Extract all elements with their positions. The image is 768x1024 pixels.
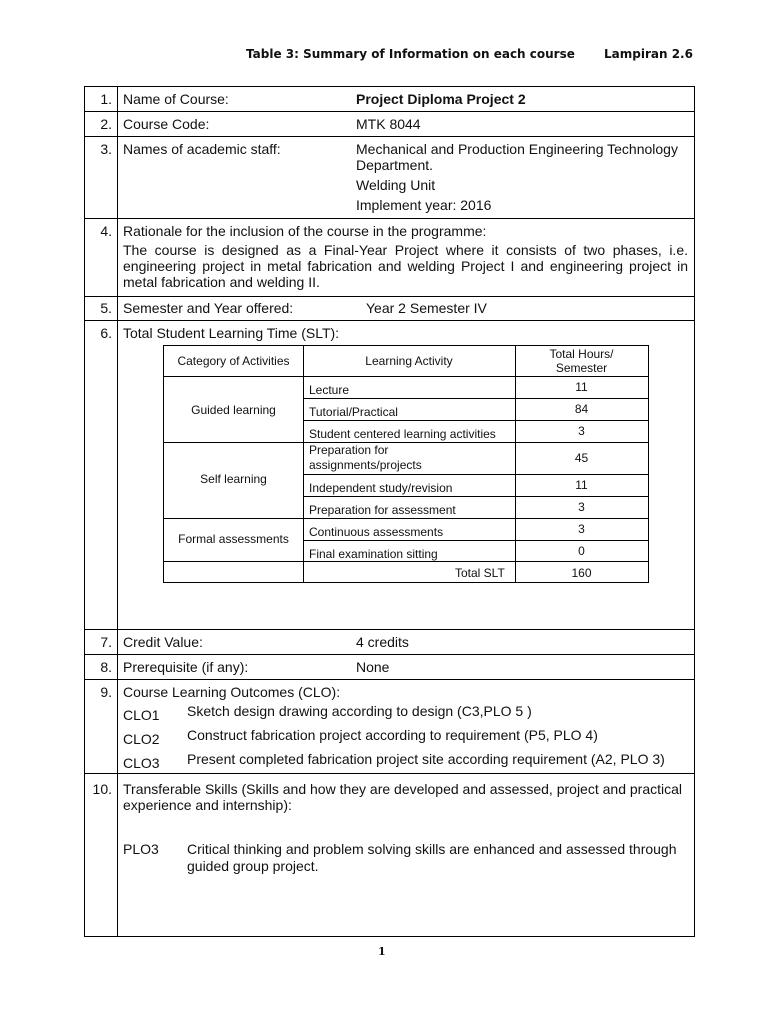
slt-header-hours-unit: Semester	[555, 361, 608, 375]
academic-staff-department: Mechanical and Production Engineering Technology	[356, 141, 678, 157]
prerequisite-value: None	[356, 659, 390, 675]
slt-activity: Independent study/revision	[309, 481, 453, 495]
row-number: 7.	[100, 634, 112, 650]
row-number: 8.	[100, 659, 112, 675]
slt-label: Total Student Learning Time (SLT):	[123, 325, 340, 341]
slt-table	[163, 345, 649, 583]
clo-code: CLO1	[123, 707, 160, 723]
slt-hours: 0	[578, 544, 585, 558]
prerequisite-label: Prerequisite (if any):	[123, 659, 249, 675]
table-title: Table 3: Summary of Information on each course	[246, 47, 575, 61]
academic-staff-label: Names of academic staff:	[123, 141, 281, 157]
course-name-value: Project Diploma Project 2	[356, 91, 526, 107]
academic-staff-unit: Welding Unit	[356, 177, 436, 193]
clo-text: Construct fabrication project according to requirement (P5, PLO 4)	[187, 727, 598, 743]
slt-hours: 3	[578, 522, 585, 536]
slt-total-label: Total SLT	[455, 566, 505, 580]
slt-row-divider	[303, 420, 648, 421]
slt-group-guided: Guided learning	[191, 403, 276, 417]
plo-text-cont: guided group project.	[187, 858, 319, 874]
course-code-value: MTK 8044	[356, 116, 421, 132]
transferable-skills-label-cont: experience and internship):	[123, 797, 292, 813]
slt-activity: Final examination sitting	[309, 547, 438, 561]
row-number: 6.	[100, 325, 112, 341]
slt-row-divider	[303, 474, 648, 475]
row-divider	[85, 111, 694, 112]
slt-hours: 3	[578, 500, 585, 514]
clo-code: CLO2	[123, 731, 160, 747]
slt-total-divider	[164, 561, 648, 562]
row-divider	[85, 773, 694, 774]
slt-activity: Preparation for assessment	[309, 503, 456, 517]
course-summary-table	[84, 86, 695, 937]
slt-group-self: Self learning	[200, 472, 267, 486]
credit-value: 4 credits	[356, 634, 409, 650]
credit-value-label: Credit Value:	[123, 634, 203, 650]
slt-activity: Lecture	[309, 383, 350, 397]
row-number: 5.	[100, 300, 112, 316]
slt-group-divider	[164, 442, 648, 443]
semester-label: Semester and Year offered:	[123, 300, 294, 316]
slt-activity-cont: assignments/projects	[309, 458, 422, 472]
row-divider	[85, 654, 694, 655]
row-number: 3.	[100, 141, 112, 157]
number-column-divider	[117, 87, 118, 936]
lampiran-label: Lampiran 2.6	[604, 47, 693, 61]
slt-hours: 3	[578, 424, 585, 438]
row-divider	[85, 296, 694, 297]
row-number: 10.	[92, 781, 112, 797]
clo-label: Course Learning Outcomes (CLO):	[123, 684, 341, 700]
semester-value: Year 2 Semester IV	[366, 300, 487, 316]
clo-text: Sketch design drawing according to design (C3,PLO 5 )	[187, 703, 532, 719]
slt-group-divider	[164, 518, 648, 519]
row-number: 9.	[100, 684, 112, 700]
plo-text: Critical thinking and problem solving skills are enhanced and assessed through	[187, 841, 677, 857]
plo-code: PLO3	[123, 841, 159, 857]
slt-activity: Tutorial/Practical	[309, 405, 398, 419]
slt-hours: 45	[574, 451, 589, 465]
row-divider	[85, 218, 694, 219]
slt-activity: Continuous assessments	[309, 525, 444, 539]
page-number: 1	[378, 945, 386, 958]
row-divider	[85, 629, 694, 630]
row-divider	[85, 679, 694, 680]
slt-col-divider	[303, 346, 304, 582]
transferable-skills-label: Transferable Skills (Skills and how they are developed and assessed, project and practical	[123, 781, 683, 797]
slt-hours: 11	[575, 478, 588, 492]
course-name-label: Name of Course:	[123, 91, 229, 107]
slt-hours: 84	[574, 402, 589, 416]
row-number: 1.	[100, 91, 112, 107]
slt-activity: Preparation for	[309, 443, 389, 457]
rationale-label: Rationale for the inclusion of the course in the programme:	[123, 223, 487, 239]
slt-header-category: Category of Activities	[177, 354, 290, 368]
row-number: 2.	[100, 116, 112, 132]
row-divider	[85, 320, 694, 321]
slt-header-activity: Learning Activity	[365, 354, 453, 368]
row-divider	[85, 136, 694, 137]
course-code-label: Course Code:	[123, 116, 210, 132]
row-number: 4.	[100, 223, 112, 239]
slt-header-divider	[164, 376, 648, 377]
slt-activity: Student centered learning activities	[309, 427, 496, 441]
implement-year: Implement year: 2016	[356, 197, 492, 213]
slt-group-formal: Formal assessments	[178, 532, 289, 546]
slt-header-hours: Total Hours/	[549, 347, 614, 361]
academic-staff-department-cont: Department.	[356, 157, 434, 173]
slt-row-divider	[303, 540, 648, 541]
clo-text: Present completed fabrication project site according requirement (A2, PLO 3)	[187, 751, 665, 767]
rationale-text: The course is designed as a Final-Year Project where it consists of two phases, i.e. engineering project in metal fabrication and welding Project I and engineering project in metal fabrication and welding II.	[123, 242, 688, 290]
clo-code: CLO3	[123, 755, 160, 771]
slt-row-divider	[303, 398, 648, 399]
slt-hours: 11	[575, 380, 588, 394]
slt-total-value: 160	[571, 566, 592, 580]
slt-row-divider	[303, 496, 648, 497]
